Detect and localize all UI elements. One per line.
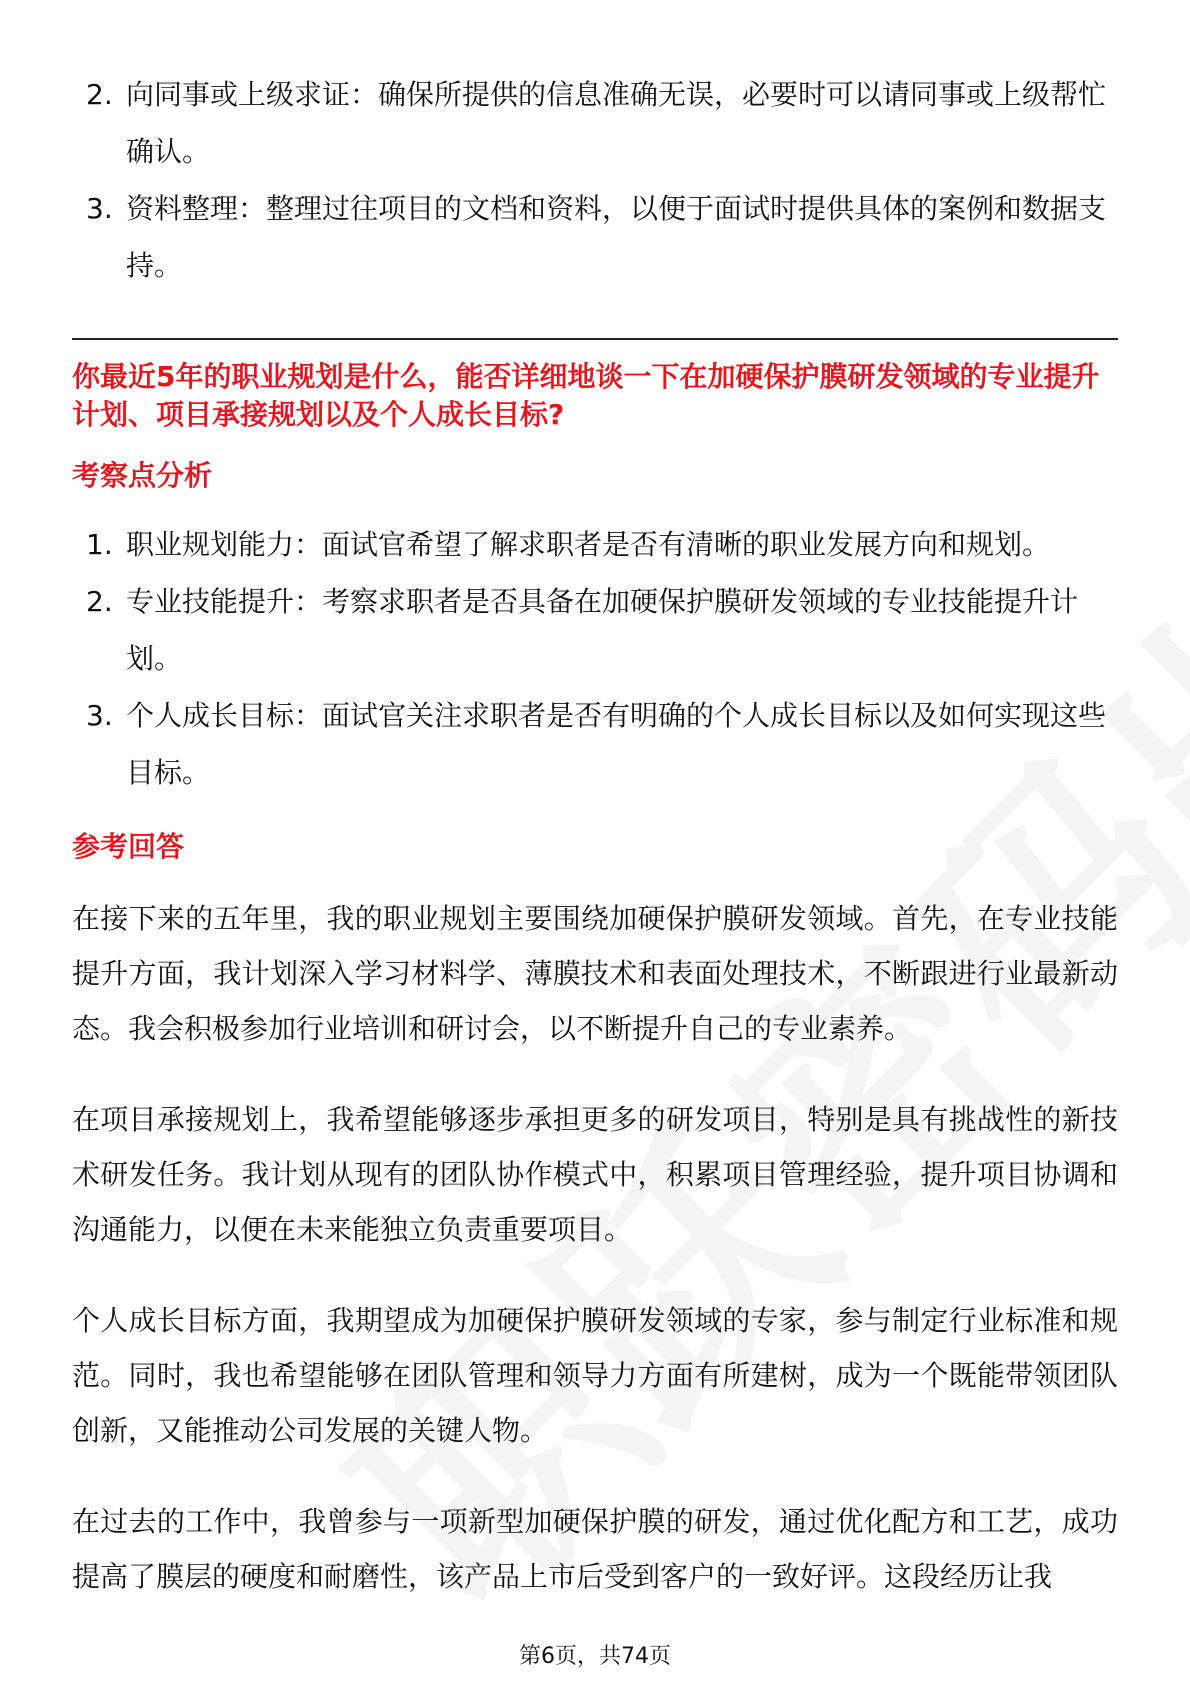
list-item bbox=[72, 687, 1118, 801]
list-item-text: 向同事或上级求证：确保所提供的信息准确无误，必要时可以请同事或上级帮忙确认。 bbox=[126, 78, 1107, 168]
list-item bbox=[72, 66, 1118, 180]
list-item-text: 个人成长目标：面试官关注求职者是否有明确的个人成长目标以及如何实现这些目标。 bbox=[126, 699, 1107, 789]
top-list bbox=[72, 66, 1118, 294]
answer-paragraph: 在接下来的五年里，我的职业规划主要围绕加硬保护膜研发领域。首先，在专业技能提升方面，我计划深入学习材料学、薄膜技术和表面处理技术，不断跟进行业最新动态。我会积极参加行业培训和研讨会，以不断提升自己的专业素养。 bbox=[72, 902, 1118, 1045]
list-item-text: 资料整理：整理过往项目的文档和资料，以便于面试时提供具体的案例和数据支持。 bbox=[126, 192, 1107, 282]
list-item-number: 3. bbox=[86, 699, 113, 732]
list-item-text: 职业规划能力：面试官希望了解求职者是否有清晰的职业发展方向和规划。 bbox=[126, 528, 1051, 561]
question-heading: 你最近5年的职业规划是什么，能否详细地谈一下在加硬保护膜研发领域的专业提升计划、项目承接规划以及个人成长目标? bbox=[72, 360, 1100, 431]
page-footer: 第6页，共74页 bbox=[519, 1644, 671, 1669]
answer-paragraph: 在过去的工作中，我曾参与一项新型加硬保护膜的研发，通过优化配方和工艺，成功提高了膜层的硬度和耐磨性，该产品上市后受到客户的一致好评。这段经历让我 bbox=[72, 1505, 1118, 1593]
list-item-number: 2. bbox=[86, 585, 113, 618]
list-item bbox=[72, 516, 1118, 573]
analysis-list bbox=[72, 516, 1118, 801]
list-item-number: 3. bbox=[86, 192, 113, 225]
list-item-number: 2. bbox=[86, 78, 113, 111]
list-item bbox=[72, 180, 1118, 294]
page-content bbox=[72, 66, 1118, 1640]
section-divider bbox=[72, 338, 1118, 340]
answer-heading: 参考回答 bbox=[72, 830, 185, 863]
answer-paragraph: 在项目承接规划上，我希望能够逐步承担更多的研发项目，特别是具有挑战性的新技术研发任务。我计划从现有的团队协作模式中，积累项目管理经验，提升项目协调和沟通能力，以便在未来能独立负责重要项目。 bbox=[72, 1103, 1118, 1246]
list-item bbox=[72, 573, 1118, 687]
list-item-number: 1. bbox=[86, 528, 113, 561]
list-item-text: 专业技能提升：考察求职者是否具备在加硬保护膜研发领域的专业技能提升计划。 bbox=[126, 585, 1079, 675]
analysis-heading: 考察点分析 bbox=[72, 459, 213, 492]
answer-paragraph: 个人成长目标方面，我期望成为加硬保护膜研发领域的专家，参与制定行业标准和规范。同时，我也希望能够在团队管理和领导力方面有所建树，成为一个既能带领团队创新，又能推动公司发展的关键人物。 bbox=[72, 1304, 1118, 1447]
